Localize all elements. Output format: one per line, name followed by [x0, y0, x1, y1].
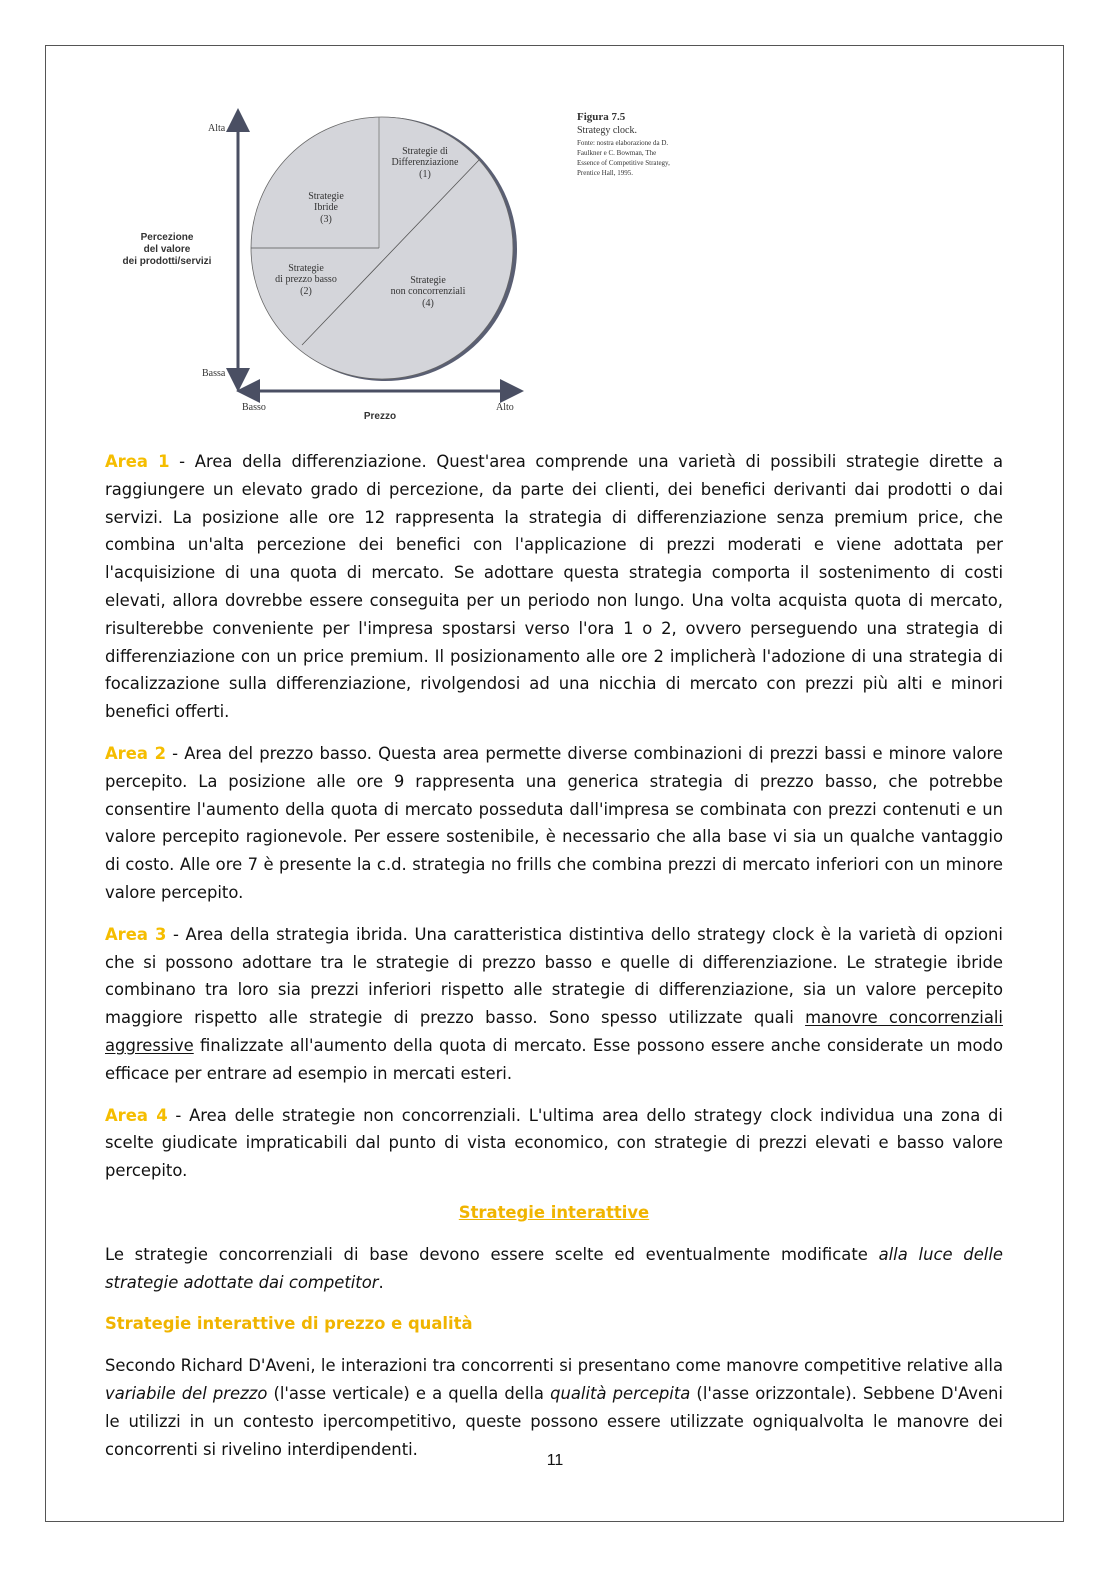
sector-3-line2: Ibride [314, 202, 338, 213]
paragraph-interactive [105, 1241, 1003, 1297]
sector-4-line1: Strategie [410, 275, 446, 286]
area-4-text: - Area delle strategie non concorrenziali. L'ultima area dello strategy clock individua una zona di scelte giudicate impraticabili dal punto di vista economico, con strategie di prezzi elevati e basso valore percepito. [105, 1105, 1003, 1181]
paragraph-area-4 [105, 1102, 1003, 1185]
sector-3-line1: Strategie [308, 191, 344, 202]
text: . [378, 1272, 384, 1292]
figure-caption [577, 110, 677, 178]
sector-2-line2: di prezzo basso [275, 274, 337, 285]
sector-4-line3: (4) [422, 298, 434, 309]
strategy-clock-figure [100, 105, 540, 435]
sector-4-line2: non concorrenziali [390, 286, 466, 297]
text: (l'asse orizzontale). Sebbene D'Aveni le utilizzi in un contesto ipercompetitivo, queste possono essere utilizzate ogniqualvolta le manovre dei concorrenti si rivelino interdipendenti. [105, 1383, 1003, 1459]
figure-source: Fonte: nostra elaborazione da D. Faulkner e C. Bowman, The Essence of Competitive Strategy, Prentice Hall, 1995. [577, 139, 670, 177]
y-axis-label-2: del valore [143, 244, 191, 255]
y-axis-label-1: Percezione [140, 232, 194, 243]
paragraph-area-1 [105, 448, 1003, 726]
italic-text: variabile del prezzo [105, 1383, 268, 1403]
area-1-text: - Area della differenziazione. Quest'area comprende una varietà di possibili strategie dirette a raggiungere un elevato grado di percezione, da parte dei clienti, dei benefici derivanti dai prodotti o dai servizi. La posizione alle ore 12 rappresenta la strategia di differenziazione senza premium price, che combina un'alta percezione dei benefici con l'applicazione di prezzi moderati e viene adottata per l'acquisizione di una quota di mercato. Se adottare questa strategia comporta il sostenimento di costi elevati, allora dovrebbe essere conseguita per un periodo non lungo. Una volta acquista quota di mercato, risulterebbe conveniente per l'impresa spostarsi verso l'ora 1 o 2, ovvero perseguendo una strategia di differenziazione con un price premium. Il posizionamento alle ore 2 implicherà l'adozione di una strategia di focalizzazione sulla differenziazione, rivolgendosi ad una nicchia di mercato con prezzi più alti e minori benefici offerti. [105, 452, 1004, 722]
text: (l'asse verticale) e a quella della [267, 1383, 551, 1403]
x-axis-low: Basso [242, 402, 266, 413]
page-number: 11 [546, 1452, 564, 1469]
area-4-label: Area 4 [105, 1105, 168, 1125]
paragraph-area-3 [105, 921, 1003, 1088]
italic-text: alla luce delle strategie adottate dai competitor [105, 1244, 1003, 1292]
x-axis-high: Alto [496, 402, 514, 413]
sector-2-line1: Strategie [288, 263, 324, 274]
sector-3-line3: (3) [320, 214, 332, 225]
area-2-text: - Area del prezzo basso. Questa area permette diverse combinazioni di prezzi bassi e minore valore percepito. La posizione alle ore 9 rappresenta una generica strategia di prezzo basso, che potrebbe consentire l'aumento della quota di mercato posseduta dall'impresa se combinata con prezzi contenuti e un valore percepito ragionevole. Per essere sostenibile, è necessario che alla base vi sia un qualche vantaggio di costo. Alle ore 7 è presente la c.d. strategia no frills che combina prezzi di mercato inferiori con un minore valore percepito. [105, 743, 1003, 902]
figure-subtitle: Strategy clock. [577, 125, 637, 136]
y-axis-label-3: dei prodotti/servizi [122, 256, 212, 267]
sector-2-line3: (2) [300, 286, 312, 297]
x-axis-label: Prezzo [363, 411, 397, 422]
area-3-text-end: finalizzate all'aumento della quota di mercato. Esse possono essere anche considerate un modo efficace per entrare ad esempio in mercati esteri. [105, 1035, 1003, 1083]
area-3-text: - Area della strategia ibrida. Una caratteristica distintiva dello strategy clock è la varietà di opzioni che si possono adottare tra le strategie di prezzo basso e quelle di differenziazione. Le strategie ibride combinano tra loro sia prezzi inferiori rispetto alle strategie di differenziazione, sia un valore percepito maggiore rispetto alle strategie di prezzo basso. Sono spesso utilizzate quali [105, 924, 1003, 1028]
area-2-label: Area 2 [105, 743, 166, 763]
y-axis-low: Bassa [202, 368, 226, 379]
area-3-label: Area 3 [105, 924, 167, 944]
sector-1-line1: Strategie di [402, 146, 448, 157]
body-text [105, 448, 1003, 1477]
paragraph-area-2 [105, 740, 1003, 907]
underlined-phrase: manovre concorrenziali aggressive [105, 1008, 1003, 1055]
sector-1-line3: (1) [419, 169, 431, 180]
y-axis-high: Alta [208, 123, 226, 134]
sector-1-line2: Differenziazione [391, 157, 459, 168]
text: Le strategie concorrenziali di base devono essere scelte ed eventualmente modificate [105, 1244, 879, 1264]
heading-strategie-interattive: Strategie interattive [458, 1202, 650, 1222]
heading-price-quality: Strategie interattive di prezzo e qualità [105, 1314, 473, 1334]
paragraph-daveni [105, 1352, 1003, 1463]
italic-text: qualità percepita [550, 1383, 691, 1403]
text: Secondo Richard D'Aveni, le interazioni tra concorrenti si presentano come manovre competitive relative alla [105, 1356, 1003, 1376]
area-1-label: Area 1 [105, 452, 170, 471]
figure-title: Figura 7.5 [577, 111, 626, 123]
